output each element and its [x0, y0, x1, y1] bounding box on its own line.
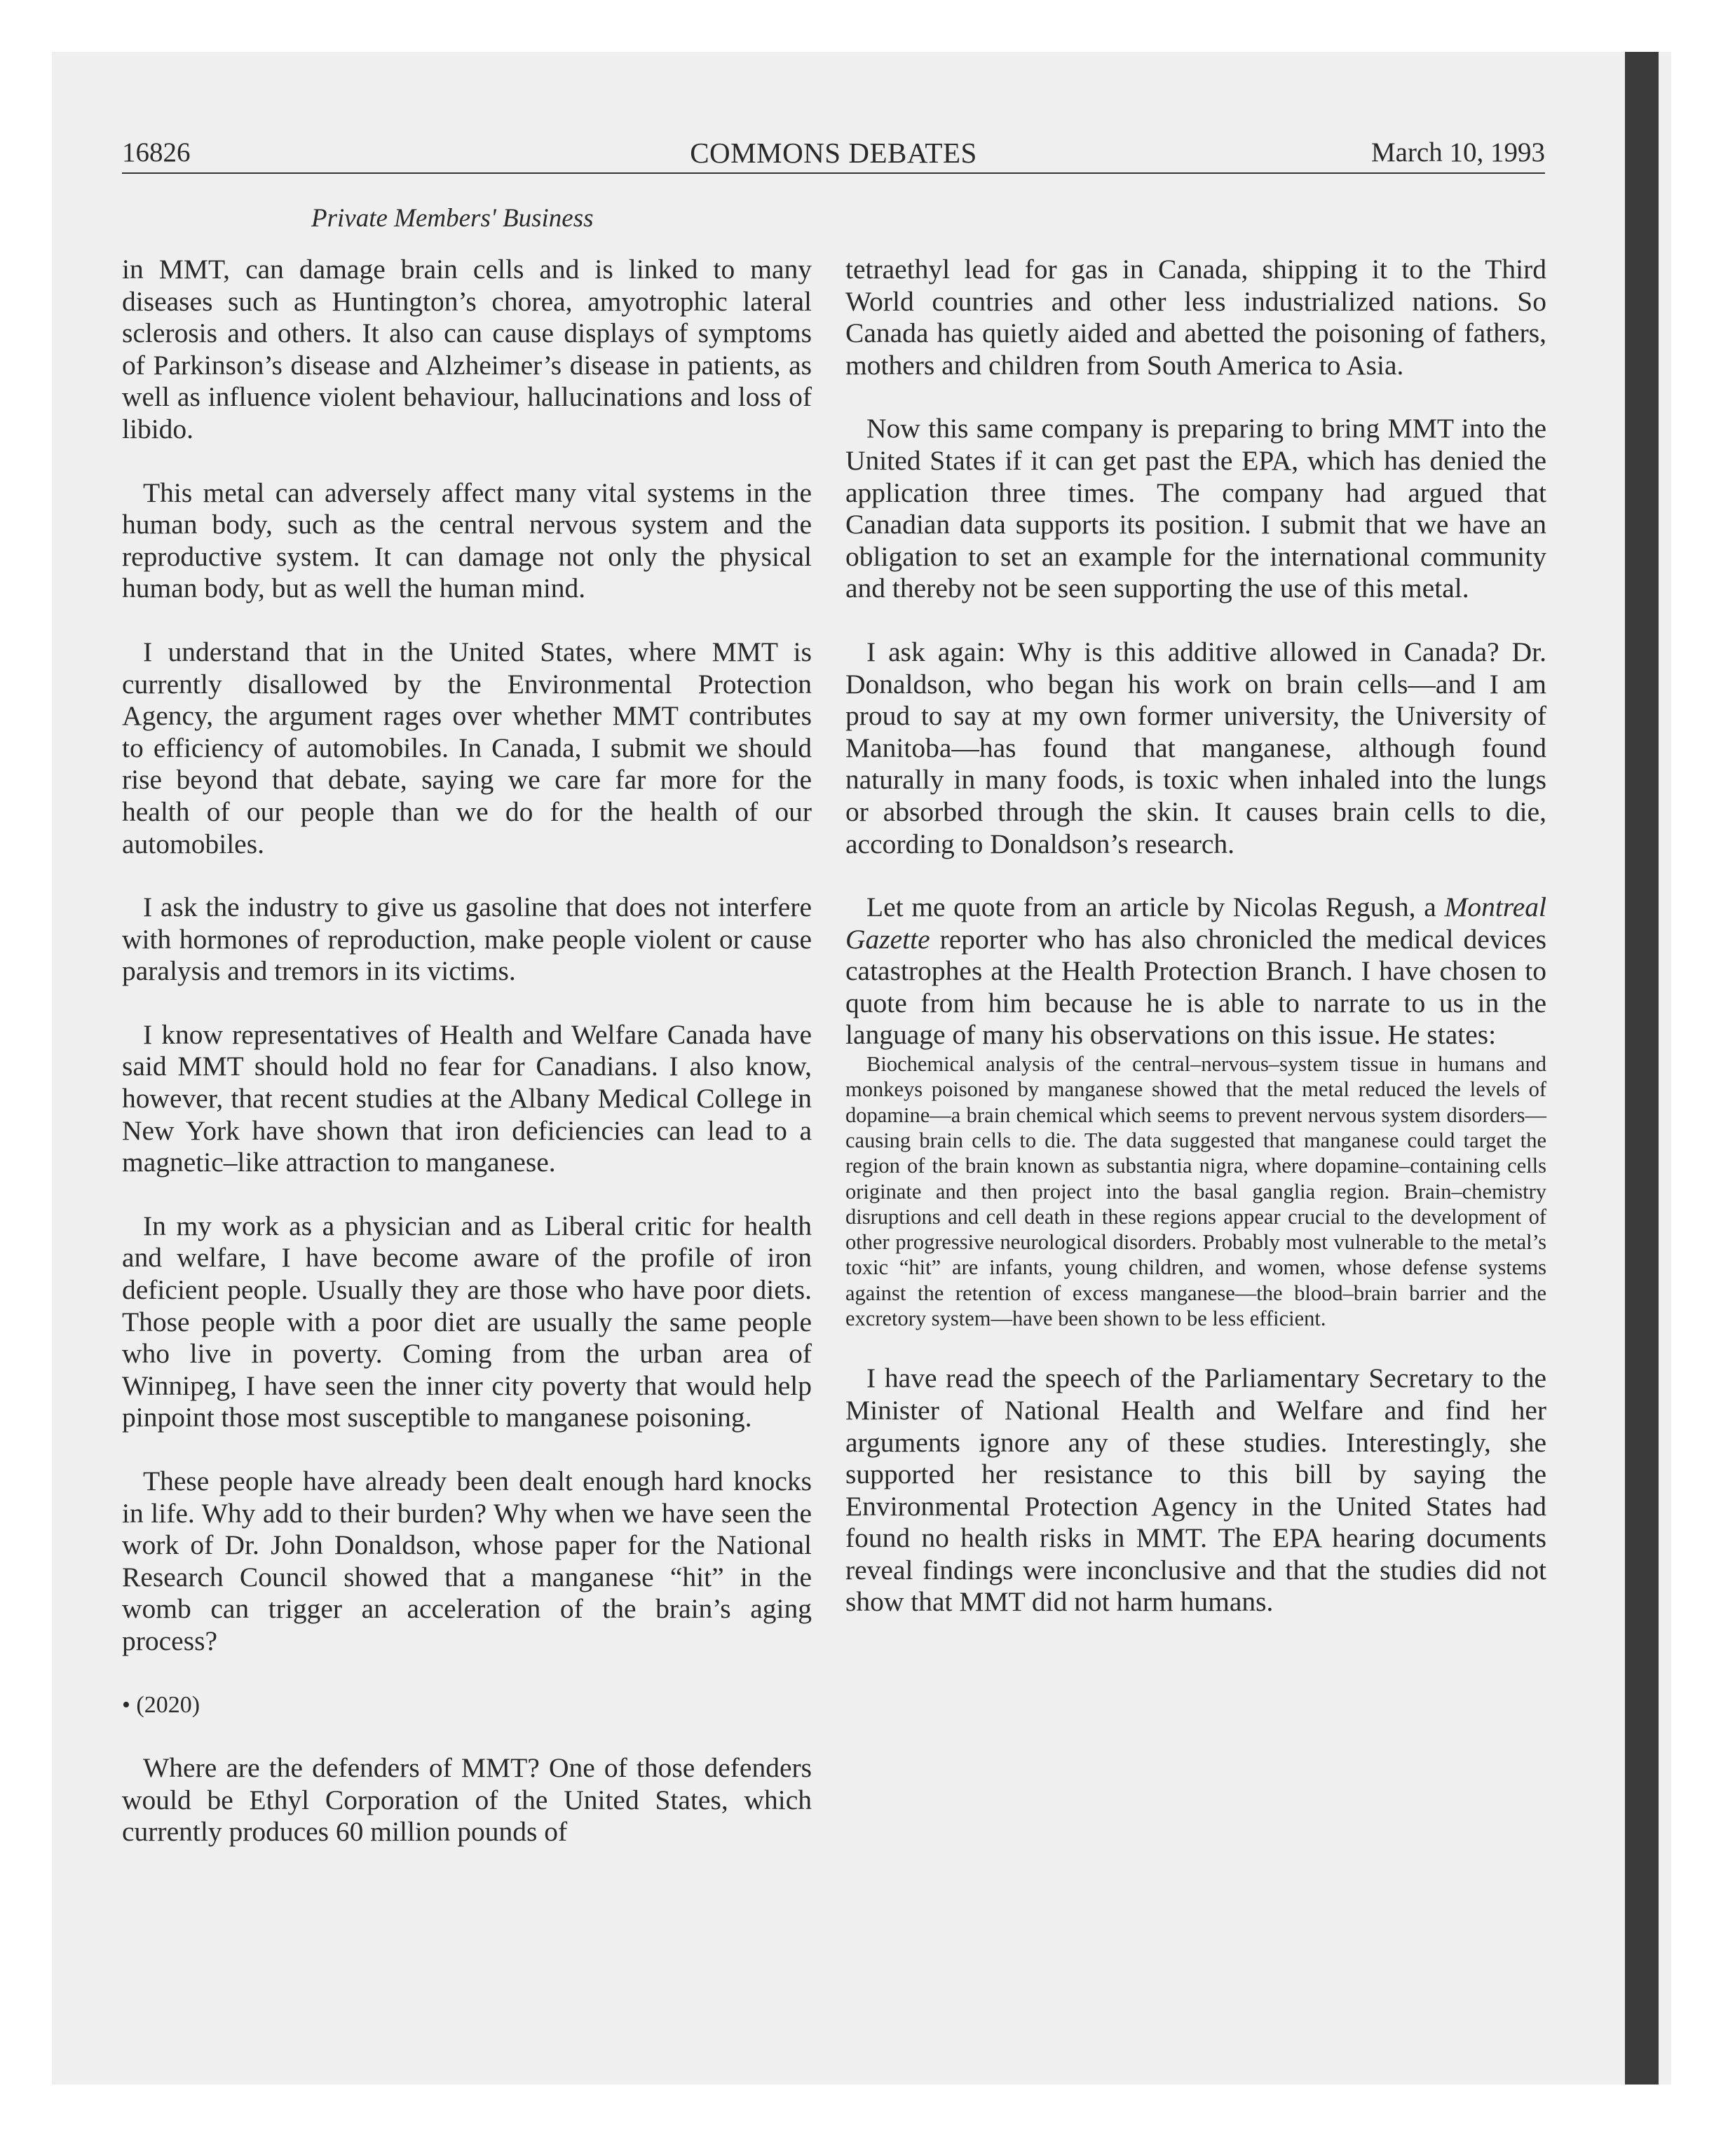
block-quote: Biochemical analysis of the central–nervous–system tissue in humans and monkeys poisoned by manganese showed that the metal reduced the levels of dopamine—a brain chemical which seems to prevent nervous system disorders—causing brain cells to die. The data suggested that manganese could target the region of the brain known as substantia nigra, where dopamine–containing cells originate and then project into the basal ganglia region. Brain–chemistry disruptions and cell death in these regions appear crucial to the development of other progressive neurological disorders. Probably most vulnerable to the metal’s toxic “hit” are infants, young children, and women, whose defense systems against the retention of excess manganese—the blood–brain barrier and the excretory system—have been shown to be less efficient. [845, 1052, 1546, 1331]
paragraph: Now this same company is preparing to bring MMT into the United States if it can get past the EPA, which has denied the application three times. The company had argued that Canadian data supports its position. I submit that we have an obligation to set an example for the international community and thereby not be seen supporting the use of this metal. [845, 413, 1546, 604]
publication-title: COMMONS DEBATES [690, 137, 977, 169]
timestamp: • (2020) [122, 1691, 200, 1718]
newspaper-name: Montreal Gazette [845, 892, 1547, 955]
paragraph: tetraethyl lead for gas in Canada, shipping it to the Third World countries and other less industrialized nations. So Canada has quietly aided and abetted the poisoning of fathers, mothers and children from South America to Asia. [845, 254, 1546, 381]
paragraph: I understand that in the United States, where MMT is currently disallowed by the Environmental Protection Agency, the argument rages over whether MMT contributes to efficiency of automobiles. In Canada, I submit we should rise beyond that debate, saying we care far more for the health of our people than we do for the health of our automobiles. [122, 636, 812, 859]
scan-edge-shadow [1625, 52, 1659, 2085]
paragraph: I ask again: Why is this additive allowed in Canada? Dr. Donaldson, who began his work on brain cells—and I am proud to say at my own former university, the University of Manitoba—has found that manganese, although found naturally in many foods, is toxic when inhaled into the lungs or absorbed through the skin. It causes brain cells to die, according to Donaldson’s research. [845, 636, 1546, 859]
paragraph-text: Let me quote from an article by Nicolas Regush, a [866, 892, 1436, 923]
paragraph: I know representatives of Health and Welfare Canada have said MMT should hold no fear for Canadians. I also know, however, that recent studies at the Albany Medical College in New York have shown that iron deficiencies can lead to a magnetic–like attraction to manganese. [122, 1018, 812, 1178]
section-label: Private Members' Business [311, 204, 594, 233]
paragraph: I ask the industry to give us gasoline that does not interfere with hormones of reproduction, make people violent or cause paralysis and tremors in its victims. [122, 892, 812, 987]
paragraph: These people have already been dealt enough hard knocks in life. Why add to their burden? Why when we have seen the work of Dr. John Donaldson, whose paper for the National Research Council showed that a manganese “hit” in the womb can trigger an acceleration of the brain’s aging process? [122, 1466, 812, 1656]
paragraph: This metal can adversely affect many vital systems in the human body, such as the central nervous system and the reproductive system. It can damage not only the physical human body, but as well the human mind. [122, 477, 812, 604]
paragraph [845, 892, 1546, 1051]
paragraph: in MMT, can damage brain cells and is linked to many diseases such as Huntington’s chorea, amyotrophic lateral sclerosis and others. It also can cause displays of symptoms of Parkinson’s disease and Alzheimer’s disease in patients, as well as influence violent behaviour, hallucinations and loss of libido. [122, 254, 812, 444]
paragraph: I have read the speech of the Parliamentary Secretary to the Minister of National Health and Welfare and find her arguments ignore any of these studies. Interestingly, she supported her resistance to this bill by saying the Environmental Protection Agency in the United States had found no health risks in MMT. The EPA hearing documents reveal findings were inconclusive and that the studies did not show that MMT did not harm humans. [845, 1363, 1546, 1618]
page-number: 16826 [122, 137, 191, 168]
left-column [122, 254, 812, 1848]
page-header [122, 133, 1545, 174]
header-date: March 10, 1993 [1370, 137, 1545, 168]
right-column [845, 254, 1546, 1618]
paragraph: In my work as a physician and as Liberal critic for health and welfare, I have become aware of the profile of iron deficient people. Usually they are those who have poor diets. Those people with a poor diet are usually the same people who live in poverty. Coming from the urban area of Winnipeg, I have seen the inner city poverty that would help pinpoint those most susceptible to manganese poisoning. [122, 1210, 812, 1433]
paragraph: Where are the defenders of MMT? One of those defenders would be Ethyl Corporation of the United States, which currently produces 60 million pounds of [122, 1752, 812, 1848]
paragraph-text: reporter who has also chronicled the medical devices catastrophes at the Health Protection Branch. I have chosen to quote from him because he is able to narrate to us in the language of many his observations on this issue. He states: [845, 923, 1546, 1051]
